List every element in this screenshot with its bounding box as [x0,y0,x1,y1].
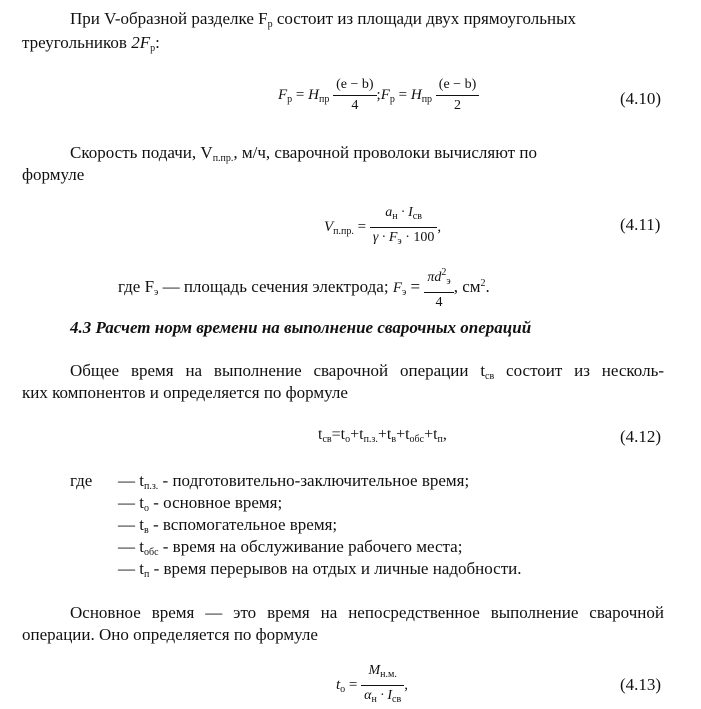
equation-number: (4.11) [620,215,661,234]
para1-line1: При V-образной разделке Fр состоит из площади двух прямоугольных [70,9,577,30]
equation-number: (4.13) [620,675,662,694]
para4-line1: Основное время — это время на непосредственное выполнение сварочной [70,603,664,622]
fraction: $\frac{\pi d^2_э}{4}$ [424,264,453,312]
equation-number: (4.12) [620,427,662,446]
where-label: где [70,471,93,490]
para2-line2: формуле [22,165,85,184]
fraction: $\frac{M_{н.м.}}{\alpha_н \cdot I_{св}}$ [361,662,404,709]
list-item: — tобс - время на обслуживание рабочего места; [118,537,463,558]
list-item: — tп.з. - подготовительно-заключительное время; [118,471,470,492]
list-item: — tв - вспомогательное время; [118,515,338,536]
para3-line1: Общее время на выполнение сварочной операции tсв состоит из несколь- [70,361,664,382]
fraction: $\frac{(e - b)}{4}$ [333,76,376,115]
list-item: — tп - время перерывов на отдых и личные надобности. [118,559,522,580]
equation-4-13: $t_о$ = $\frac{M_{н.м.}}{\alpha_н \cdot I_{св}}$ , [336,662,408,709]
section-heading: 4.3 Расчет норм времени на выполнение сварочных операций [70,318,532,337]
equation-number: (4.10) [620,89,662,108]
equation-4-11: $V_{п.пр.}$ = $\frac{a_н \cdot I_{св}}{\gamma \cdot F_э \cdot 100}$ , [324,204,441,251]
fraction: $\frac{(e - b)}{2}$ [436,76,479,115]
equation-4-12: tсв=tо+tп.з.+tв+tобс+tп, [318,426,447,445]
equation-4-10: $F_р = H_{пр}$ $\frac{(e - b)}{4}$ $;F_р = H_{пр}$ $\frac{(e - b)}{2}$ [278,76,479,115]
fraction: $\frac{a_н \cdot I_{св}}{\gamma \cdot F_э \cdot 100}$ [370,204,438,251]
para3-line2: ких компонентов и определяется по формуле [22,383,348,402]
para4-line2: операции. Оно определяется по формуле [22,625,318,644]
para2-line1: Скорость подачи, Vп.пр., м/ч, сварочной проволоки вычисляют по [70,143,537,164]
electrode-area-definition: где Fэ — площадь сечения электрода; Fэ = $\frac{\pi d^2_э}{4}$ , $см^2$. [118,264,490,312]
list-item: — tо - основное время; [118,493,283,514]
para1-line2: треугольников 2Fр: [22,33,160,54]
